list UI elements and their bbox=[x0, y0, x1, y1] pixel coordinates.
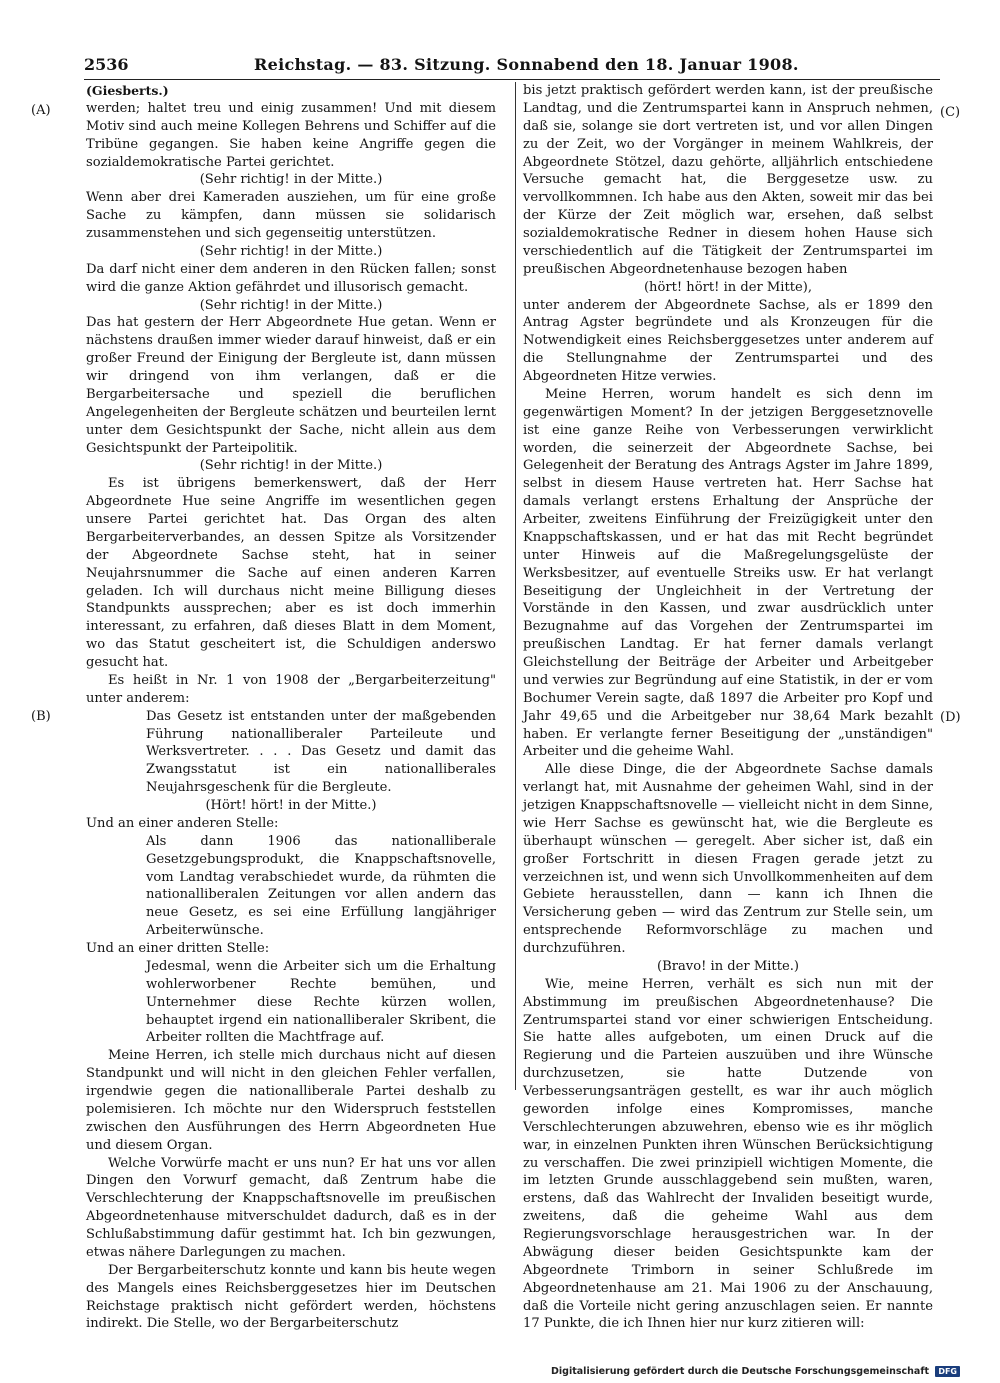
paragraph: unter anderem der Abgeordnete Sachse, als er 1899 den Antrag Agster begründete und als Kronzeugen für die Notwendigkeit eines Reichsberggesetzes unter anderem auf die Stellungnahme der Zentrumspartei und des Abgeordneten Hitze verwies. bbox=[523, 297, 933, 384]
left-column bbox=[86, 82, 496, 1333]
paragraph: bis jetzt praktisch gefördert werden kann, ist der preußische Landtag, und die Zentrumspartei kann in Anspruch nehmen, daß sie, solange sie dort vertreten ist, und vor allen Dingen zu der Zeit, wo der Vorgänger in meinem Wahlkreis, der Abgeordnete Stötzel, dazu gehörte, alljährlich entschiedene Versuche gemacht hat, die Berggesetze usw. zu vervollkommnen. Ich habe aus den Akten, soweit mir das bei der Kürze der Zeit möglich war, ersehen, daß selbst sozialdemokratische Redner in diesem hohen Hause sich verschiedentlich auf die Tätigkeit der Zentrumspartei im preußischen Abgeordnetenhause bezogen haben bbox=[523, 83, 933, 277]
margin-marker-c: (C) bbox=[940, 105, 961, 120]
margin-marker-b: (B) bbox=[31, 709, 51, 724]
paragraph: Es heißt in Nr. 1 von 1908 der „Bergarbeiterzeitung" unter anderem: bbox=[86, 672, 496, 706]
paragraph: (Giesberts.) bbox=[86, 83, 169, 98]
paragraph: Meine Herren, worum handelt es sich denn im gegenwärtigen Moment? In der jetzigen Berggesetznovelle ist eine ganze Reihe von Verbesserungen verwirklicht worden, die seinerzeit der Abgeordnete Sachse, bei Gelegenheit der Beratung des Antrags Agster im Jahre 1899, selbst in diesem Hause vertreten hat. Herr Sachse hat damals verlangt erstens Erhaltung der Ansprüche der Arbeiter, zweitens Einführung der Freizügigkeit unter den Knappschaftskassen, und er hat das mit Recht begründet unter Hinweis auf die Maßregelungsgelüste der Werksbesitzer, auf eventuelle Streiks usw. Er hat verlangt Beseitigung der Ungleichheit in der Vertretung der Vorstände in den Kassen, und zwar ausdrücklich unter Bezugnahme auf das Vorgehen der Zentrumspartei im preußischen Landtag. Er hat ferner damals verlangt Gleichstellung der Beiträge der Arbeiter und Arbeitgeber und verwies zur Begründung auf eine Statistik, in der er vom Bochumer Verein sagte, daß 1897 die Arbeiter pro Kopf und Jahr 49,65 und die Arbeitgeber nur 38,64 Mark bezahlt haben. Er verlangte ferner Beseitigung der „unständigen" Arbeiter und die geheime Wahl. bbox=[523, 386, 933, 760]
paragraph: Als dann 1906 das nationalliberale Gesetzgebungsprodukt, die Knappschaftsnovelle, vom Landtag verabschiedet wurde, da rühmten die nationalliberalen Zeitungen vor allen andern das neue Gesetz, es sei eine Erfüllung langjähriger Arbeiterwünsche. bbox=[146, 833, 496, 939]
paragraph: (Sehr richtig! in der Mitte.) bbox=[199, 172, 383, 188]
margin-marker-a: (A) bbox=[31, 103, 51, 118]
footer-text: Digitalisierung gefördert durch die Deutsche Forschungsgemeinschaft bbox=[551, 1366, 930, 1377]
paragraph: Meine Herren, ich stelle mich durchaus nicht auf diesen Standpunkt und will nicht in den gleichen Fehler verfallen, irgendwie gegen die nationalliberale Partei deshalb zu polemisieren. Ich möchte nur den Widerspruch feststellen zwischen den Ausführungen des Herrn Abgeordneten Hue und diesem Organ. bbox=[86, 1048, 496, 1153]
paragraph: (Bravo! in der Mitte.) bbox=[657, 958, 799, 974]
paragraph: Und an einer dritten Stelle: bbox=[86, 941, 270, 956]
paragraph: (Sehr richtig! in der Mitte.) bbox=[199, 243, 383, 259]
paragraph: Wenn aber drei Kameraden ausziehen, um für eine große Sache zu kämpfen, dann müssen sie solidarisch zusammenstehen und sich gegenseitig unterstützen. bbox=[86, 190, 496, 241]
paragraph: Und an einer anderen Stelle: bbox=[86, 815, 279, 831]
dfg-logo: DFG bbox=[935, 1366, 960, 1377]
paragraph: (Sehr richtig! in der Mitte.) bbox=[199, 458, 383, 474]
paragraph: (hört! hört! in der Mitte), bbox=[643, 279, 813, 295]
paragraph: werden; haltet treu und einig zusammen! Und mit diesem Motiv sind auch meine Kollegen Behrens und Schiffer auf die Tribüne gegangen. Sie haben keine Angriffe gegen die sozialdemokratische Partei gerichtet. bbox=[86, 100, 496, 170]
right-column bbox=[523, 82, 933, 1333]
paragraph: (Hört! hört! in der Mitte.) bbox=[205, 798, 377, 813]
paragraph: Das Gesetz ist entstanden unter der maßgebenden Führung nationalliberaler Parteileute und Werksvertreter. . . . Das Gesetz und damit das Zwangsstatut ist ein nationalliberales Neujahrsgeschenk für die Bergleute. bbox=[146, 708, 496, 796]
paragraph: Das hat gestern der Herr Abgeordnete Hue getan. Wenn er nächstens draußen immer wieder darauf hinweist, daß er ein großer Freund der Einigung der Bergleute ist, dann müssen wir dringend von ihm verlangen, daß er die Bergarbeitersache und speziell die beruflichen Angelegenheiten der Bergleute schätzen und beurteilen lernt unter dem Gesichtspunkt der Sache, nicht allein aus dem Gesichtspunkt der Parteipolitik. bbox=[86, 315, 496, 456]
paragraph: Da darf nicht einer dem anderen in den Rücken fallen; sonst wird die ganze Aktion gefährdet und illusorisch gemacht. bbox=[86, 261, 496, 295]
header-title: Reichstag. — 83. Sitzung. Sonnabend den 18. Januar 1908. bbox=[254, 55, 799, 74]
paragraph: (Sehr richtig! in der Mitte.) bbox=[199, 297, 383, 313]
paragraph: Wie, meine Herren, verhält es sich nun mit der Abstimmung im preußischen Abgeordnetenhause? Die Zentrumspartei stand vor einer schwierigen Entscheidung. Sie hatte alles aufgeboten, um einen Druck auf die Regierung und die Parteien auszuüben und ihre Wünsche durchzusetzen, sie hatte Dutzende von Verbesserungsanträgen gestellt, es war ihr auch möglich geworden infolge eines Kompromisses, manche Verschlechterungen abzuwehren, ebenso wie es ihr möglich war, in einzelnen Punkten ihren Wünschen Berücksichtigung zu verschaffen. Die zwei prinzipiell wichtigen Momente, die im letzten Grunde ausschlaggebend sein mußten, waren, erstens, daß das Wahlrecht der Invaliden beseitigt wurde, zweitens, daß die geheime Wahl aus dem Regierungsvorschlage herausgestrichen war. In der Abwägung dieser beiden Gesichtspunkte kam der Abgeordnete Trimborn in seiner Schlußrede im Abgeordnetenhause am 21. Mai 1906 zu der Anschauung, daß die Vorteile nicht gering anzuschlagen seien. Er nannte 17 Punkte, die ich Ihnen hier nur kurz zitieren will: bbox=[523, 976, 933, 1332]
column-divider bbox=[515, 82, 516, 1090]
paragraph: Jedesmal, wenn die Arbeiter sich um die Erhaltung wohlerworbener Rechte bemühen, und Unternehmer diese Rechte kürzen wollen, behauptet irgend ein nationalliberaler Skribent, die Arbeiter rollten die Machtfrage auf. bbox=[146, 958, 496, 1046]
page-header bbox=[84, 55, 940, 80]
page-number: 2536 bbox=[84, 55, 129, 74]
paragraph: Welche Vorwürfe macht er uns nun? Er hat uns vor allen Dingen den Vorwurf gemacht, daß Zentrum habe die Verschlechterung der Knappschaftsnovelle im preußischen Abgeordnetenhause mitverschuldet dadurch, daß es in der Schlußabstimmung dafür gestimmt hat. Ich bin gezwungen, etwas nähere Darlegungen zu machen. bbox=[86, 1155, 496, 1260]
paragraph: Der Bergarbeiterschutz konnte und kann bis heute wegen des Mangels eines Reichsberggesetzes hier im Deutschen Reichstage praktisch nicht gefördert werden, höchstens indirekt. Die Stelle, wo der Bergarbeiterschutz bbox=[86, 1262, 496, 1332]
paragraph: Es ist übrigens bemerkenswert, daß der Herr Abgeordnete Hue seine Angriffe im wesentlichen gegen unsere Partei gerichtet hat. Das Organ des alten Bergarbeiterverbandes, an dessen Spitze als Vorsitzender der Abgeordnete Sachse steht, hat in seiner Neujahrsnummer die Sache auf einen anderen Karren geladen. Ich will durchaus nicht meine Billigung dieses Standpunkts aussprechen; aber es ist doch immerhin interessant, zu erfahren, daß dieses Blatt in dem Moment, wo das Statut gescheitert ist, die Schuldigen anderswo gesucht hat. bbox=[86, 476, 496, 670]
footer bbox=[551, 1366, 960, 1377]
paragraph: Alle diese Dinge, die der Abgeordnete Sachse damals verlangt hat, mit Ausnahme der geheimen Wahl, sind in der jetzigen Knappschaftsnovelle — vielleicht nicht in dem Sinne, wie Herr Sachse es gewünscht hat, wie die Bergleute es überhaupt wünschen — geregelt. Aber sicher ist, daß ein großer Fortschritt in diesen Fragen gerade jetzt zu verzeichnen ist, und wenn sich Unvollkommenheiten auf dem Gebiete herausstellen, dann — kann ich Ihnen die Versicherung geben — wird das Zentrum zur Stelle sein, um entsprechende Reformvorschläge zu machen und durchzuführen. bbox=[523, 762, 933, 956]
margin-marker-d: (D) bbox=[940, 710, 961, 725]
